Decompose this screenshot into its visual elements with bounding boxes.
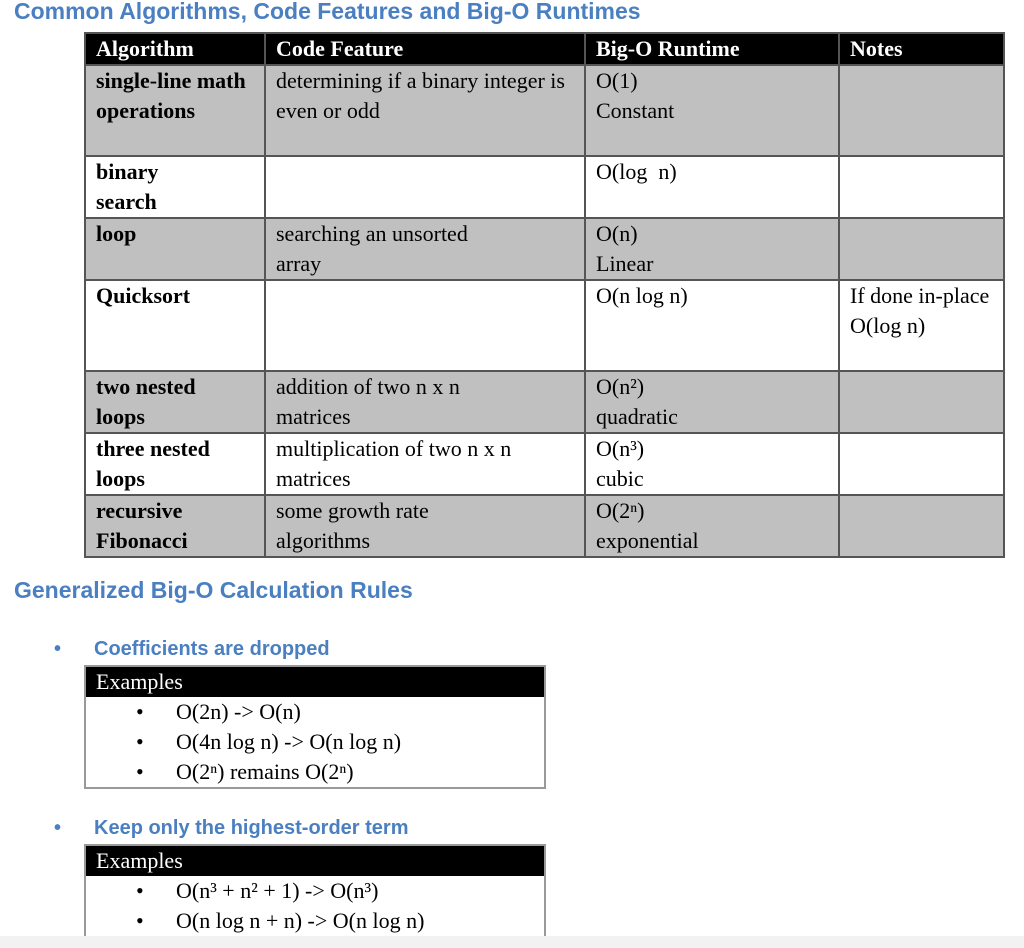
runtime-name: Constant [596,98,675,123]
runtime-value: O(1) [596,68,638,93]
table-row [85,156,1004,218]
examples-box [84,665,546,789]
list-item [86,906,544,936]
examples-label: Examples [86,846,544,876]
bullet-icon: • [54,638,62,660]
page-title: Common Algorithms, Code Features and Big-O Runtimes [14,0,641,24]
feature-cell: multiplication of two n x n matrices [265,433,585,495]
header-big-o-runtime: Big-O Runtime [585,33,839,65]
bullet-icon: • [136,908,144,933]
notes-cell [839,495,1004,557]
table-row [85,218,1004,280]
notes-cell [839,371,1004,433]
feature-cell [265,156,585,218]
runtime-value: O(n) [596,221,638,246]
table-row [85,495,1004,557]
table-row [85,433,1004,495]
table-row [85,371,1004,433]
runtime-cell [585,218,839,280]
examples-box [84,844,546,938]
table-row [85,65,1004,156]
runtime-cell [585,371,839,433]
algorithm-cell: Quicksort [85,280,265,371]
table-header-row [85,33,1004,65]
feature-cell: determining if a binary integer is even or odd [265,65,585,156]
algorithm-cell: single-line math operations [85,65,265,156]
runtime-cell [585,433,839,495]
example-text: O(4n log n) -> O(n log n) [176,729,402,754]
bullet-icon: • [136,878,144,903]
list-item [86,757,544,787]
notes-cell [839,156,1004,218]
examples-label: Examples [86,667,544,697]
feature-cell: some growth rate algorithms [265,495,585,557]
rule-heading [54,638,330,661]
notes-cell [839,433,1004,495]
bullet-icon: • [136,699,144,724]
runtime-name: cubic [596,466,644,491]
algorithms-table [84,32,1005,558]
bullet-icon: • [136,759,144,784]
list-item [86,727,544,757]
algorithm-cell: three nested loops [85,433,265,495]
header-code-feature: Code Feature [265,33,585,65]
list-item [86,876,544,906]
runtime-cell [585,495,839,557]
example-text: O(n³ + n² + 1) -> O(n³) [176,878,379,903]
algorithm-cell: loop [85,218,265,280]
runtime-value: O(n log n) [596,283,688,308]
runtime-value: O(n²) [596,374,645,399]
rules-title: Generalized Big-O Calculation Rules [14,577,413,603]
algorithm-cell: two nested loops [85,371,265,433]
algorithm-cell: binary search [85,156,265,218]
algorithm-cell: recursive Fibonacci [85,495,265,557]
runtime-value: O(n³) [596,436,645,461]
feature-cell: searching an unsorted array [265,218,585,280]
table-row [85,280,1004,371]
notes-cell: If done in-place O(log n) [839,280,1004,371]
runtime-cell [585,280,839,371]
runtime-value: O(2ⁿ) [596,498,645,523]
runtime-cell [585,65,839,156]
feature-cell [265,280,585,371]
bullet-icon: • [54,817,62,839]
example-text: O(2ⁿ) remains O(2ⁿ) [176,759,354,784]
notes-cell [839,65,1004,156]
list-item [86,697,544,727]
runtime-value: O(log n) [596,159,677,184]
runtime-name: exponential [596,528,699,553]
notes-cell [839,218,1004,280]
runtime-cell [585,156,839,218]
example-text: O(n log n + n) -> O(n log n) [176,908,425,933]
rule-heading [54,817,409,840]
bullet-icon: • [136,729,144,754]
page-edge [0,936,1024,948]
header-notes: Notes [839,33,1004,65]
runtime-name: Linear [596,251,654,276]
example-text: O(2n) -> O(n) [176,699,301,724]
runtime-name: quadratic [596,404,678,429]
rule-heading-text: Keep only the highest-order term [94,817,409,839]
feature-cell: addition of two n x n matrices [265,371,585,433]
rule-heading-text: Coefficients are dropped [94,638,330,660]
header-algorithm: Algorithm [85,33,265,65]
